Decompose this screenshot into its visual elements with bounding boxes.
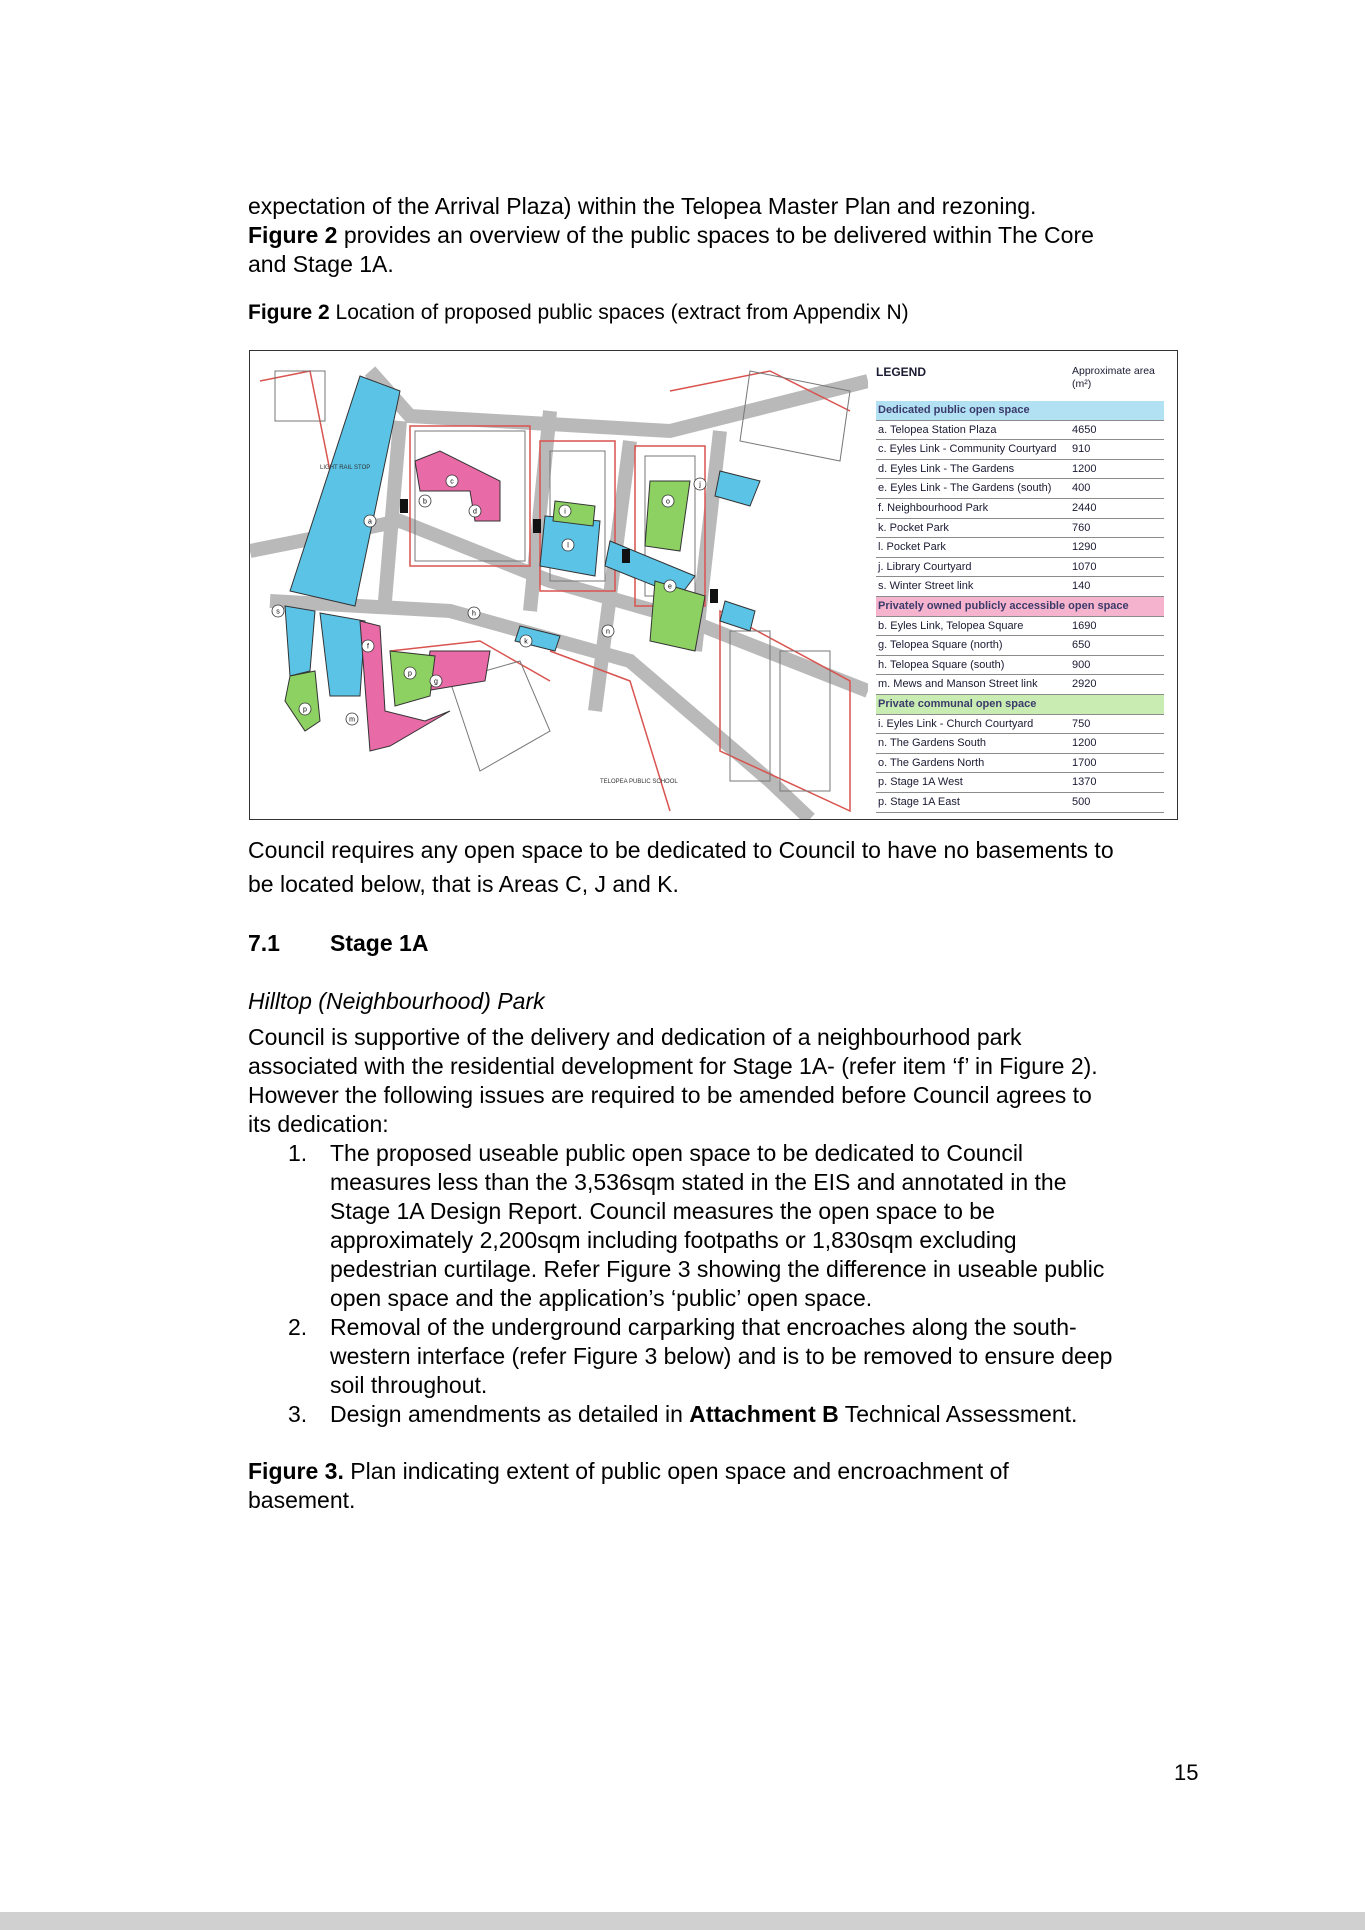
- legend-item-name: o. The Gardens North: [878, 756, 985, 769]
- map-legend: [868, 351, 1178, 819]
- legend-item-name: b. Eyles Link, Telopea Square: [878, 619, 1024, 632]
- legend-row: [876, 734, 1164, 754]
- legend-category-label: Privately owned publicly accessible open space: [878, 600, 1129, 612]
- legend-item-name: e. Eyles Link - The Gardens (south): [878, 482, 1052, 495]
- legend-row: [876, 558, 1164, 578]
- list-number: 1.: [288, 1140, 308, 1166]
- intro-line-2-text: provides an overview of the public spaces to be delivered within The Core: [337, 222, 1094, 248]
- list-line: measures less than the 3,536sqm stated in the EIS and annotated in the: [330, 1169, 1067, 1195]
- legend-item-value: 140: [1072, 580, 1091, 593]
- area-marker-label: a: [368, 518, 372, 526]
- legend-item-name: h. Telopea Square (south): [878, 658, 1005, 671]
- list-item: [248, 1400, 1208, 1429]
- figure-3-caption-text: Plan indicating extent of public open space and encroachment of: [343, 1458, 1009, 1484]
- legend-item-name: g. Telopea Square (north): [878, 639, 1003, 652]
- attachment-b-ref: Attachment B: [689, 1401, 839, 1427]
- legend-row: [876, 636, 1164, 656]
- intro-line-3: and Stage 1A.: [248, 251, 394, 277]
- legend-item-name: p. Stage 1A East: [878, 796, 960, 808]
- legend-row: [876, 538, 1164, 558]
- council-requirement-paragraph: [248, 833, 1208, 901]
- intro-line-1: expectation of the Arrival Plaza) within the Telopea Master Plan and rezoning.: [248, 193, 1037, 219]
- legend-item-value: 400: [1072, 482, 1091, 495]
- list-number: 2.: [288, 1314, 308, 1340]
- legend-item-name: d. Eyles Link - The Gardens: [878, 462, 1015, 475]
- legend-item-name: f. Neighbourhood Park: [878, 502, 989, 514]
- area-marker-label: g: [434, 678, 438, 686]
- legend-item-value: 4650: [1072, 423, 1097, 436]
- legend-item-value: 760: [1072, 521, 1091, 534]
- area-marker-label: k: [524, 638, 528, 646]
- area-marker-label: i: [564, 508, 566, 516]
- intro-line-2: [248, 221, 1208, 250]
- legend-row: [876, 617, 1164, 637]
- link-marker: [622, 549, 630, 563]
- area-marker-label: o: [666, 498, 670, 506]
- legend-item-value: 1070: [1072, 560, 1097, 573]
- legend-row: [876, 773, 1164, 793]
- legend-item-name: k. Pocket Park: [878, 521, 949, 534]
- legend-item-value: 2920: [1072, 678, 1097, 691]
- area-marker-label: l: [567, 542, 569, 550]
- figure-2-ref: Figure 2: [248, 222, 338, 248]
- legend-item-name: j. Library Courtyard: [878, 560, 972, 573]
- list-line: soil throughout.: [330, 1372, 488, 1398]
- area-marker-label: j: [699, 481, 701, 489]
- issues-list: [248, 1139, 1208, 1429]
- legend-item-name: c. Eyles Link - Community Courtyard: [878, 443, 1057, 456]
- page-number: 15: [1174, 1760, 1199, 1785]
- area-marker-label: p: [303, 706, 307, 714]
- legend-row: [876, 440, 1164, 460]
- hilltop-paragraph: [248, 1023, 1208, 1139]
- figure-3-caption: [248, 1457, 1208, 1515]
- legend-row: [876, 675, 1164, 695]
- legend-item-value: 650: [1072, 639, 1091, 652]
- list-text: Technical Assessment.: [838, 1401, 1078, 1427]
- list-line: pedestrian curtilage. Refer Figure 3 showing the difference in useable public: [330, 1256, 1105, 1282]
- section-number: 7.1: [248, 930, 280, 956]
- legend-item-value: 910: [1072, 443, 1091, 456]
- legend-row: [876, 479, 1164, 499]
- section-heading: [248, 930, 428, 957]
- legend-row: [876, 656, 1164, 676]
- link-marker: [710, 589, 718, 603]
- requirement-line-2: be located below, that is Areas C, J and K.: [248, 871, 679, 897]
- legend-row: [876, 577, 1164, 597]
- legend-item-value: 1290: [1072, 541, 1097, 554]
- area-marker-label: s: [276, 608, 280, 616]
- subheading: Hilltop (Neighbourhood) Park: [248, 988, 545, 1014]
- list-line: Stage 1A Design Report. Council measures the open space to be: [330, 1198, 995, 1224]
- requirement-line-1: Council requires any open space to be dedicated to Council to have no basements to: [248, 837, 1114, 863]
- legend-category: [876, 597, 1164, 617]
- legend-row: [876, 460, 1164, 480]
- legend-item-value: 750: [1072, 717, 1091, 730]
- list-text: Design amendments as detailed in: [330, 1401, 690, 1427]
- light-rail-label: LIGHT RAIL STOP: [320, 465, 371, 471]
- legend-item-value: 1200: [1072, 462, 1097, 475]
- legend-item-name: i. Eyles Link - Church Courtyard: [878, 717, 1034, 730]
- legend-item-name: m. Mews and Manson Street link: [878, 678, 1038, 691]
- legend-item-name: l. Pocket Park: [878, 541, 946, 554]
- area-marker-label: c: [450, 478, 454, 486]
- legend-item-name: s. Winter Street link: [878, 580, 974, 593]
- legend-item-value: 2440: [1072, 502, 1097, 514]
- site-map: [250, 351, 868, 819]
- legend-item-value: 1690: [1072, 619, 1097, 632]
- figure-3-caption-line-1: [248, 1457, 1208, 1486]
- legend-item-value: 1200: [1072, 737, 1097, 750]
- list-line: Removal of the underground carparking that encroaches along the south-: [330, 1314, 1077, 1340]
- viewer-bottom-bar: [0, 1912, 1365, 1930]
- legend-category: [876, 401, 1164, 421]
- legend-row: [876, 754, 1164, 774]
- figure-3-caption-line-2: basement.: [248, 1487, 356, 1513]
- school-label: TELOPEA PUBLIC SCHOOL: [600, 779, 678, 785]
- figure-2-image: [249, 350, 1178, 820]
- list-number: 3.: [288, 1401, 308, 1427]
- list-line: open space and the application’s ‘public’ open space.: [330, 1285, 873, 1311]
- legend-row: [876, 519, 1164, 539]
- list-line: The proposed useable public open space to be dedicated to Council: [330, 1140, 1024, 1166]
- list-line: western interface (refer Figure 3 below) and is to be removed to ensure deep: [330, 1343, 1113, 1369]
- hilltop-line-3: However the following issues are required to be amended before Council agrees to: [248, 1082, 1092, 1108]
- figure-2-caption-label: Figure 2: [248, 301, 330, 324]
- area-marker-label: n: [606, 628, 610, 636]
- legend-row: [876, 499, 1164, 519]
- area-marker-label: f: [367, 643, 369, 651]
- area-s: [285, 606, 315, 676]
- area-marker-label: h: [472, 610, 476, 618]
- legend-row: [876, 793, 1164, 813]
- legend-category-label: Dedicated public open space: [878, 404, 1030, 416]
- legend-item-value: 1700: [1072, 756, 1097, 769]
- intro-paragraph: [248, 192, 1208, 279]
- hilltop-line-2: associated with the residential development for Stage 1A- (refer item ‘f’ in Figure 2).: [248, 1053, 1098, 1079]
- area-marker-label: m: [349, 716, 355, 724]
- link-marker: [400, 499, 408, 513]
- legend-item-value: 500: [1072, 796, 1091, 808]
- list-line: [330, 1400, 1208, 1429]
- area-marker-label: d: [473, 508, 477, 516]
- figure-2-caption: [248, 300, 909, 326]
- figure-2-caption-text: Location of proposed public spaces (extract from Appendix N): [329, 301, 909, 324]
- hilltop-line-4: its dedication:: [248, 1111, 389, 1137]
- legend-item-value: 900: [1072, 658, 1091, 671]
- hilltop-line-1: Council is supportive of the delivery and dedication of a neighbourhood park: [248, 1024, 1022, 1050]
- area-marker-label: e: [668, 583, 672, 591]
- section-title: Stage 1A: [330, 930, 429, 956]
- area-marker-label: p: [408, 670, 412, 678]
- legend-item-name: n. The Gardens South: [878, 737, 987, 750]
- legend-area-heading: Approximate area (m²): [1072, 365, 1155, 390]
- legend-item-name: a. Telopea Station Plaza: [878, 423, 997, 436]
- list-item: [248, 1313, 1208, 1400]
- link-marker: [533, 519, 541, 533]
- legend-item-value: 1370: [1072, 776, 1097, 789]
- figure-3-label: Figure 3.: [248, 1458, 344, 1484]
- area-marker-label: b: [423, 498, 427, 506]
- legend-title: LEGEND: [876, 365, 927, 379]
- legend-item-name: p. Stage 1A West: [878, 776, 963, 789]
- legend-row: [876, 715, 1164, 735]
- legend-category-label: Private communal open space: [878, 698, 1037, 710]
- list-line: approximately 2,200sqm including footpaths or 1,830sqm excluding: [330, 1227, 1017, 1253]
- legend-category: [876, 695, 1164, 715]
- legend-row: [876, 421, 1164, 441]
- list-item: [248, 1139, 1208, 1313]
